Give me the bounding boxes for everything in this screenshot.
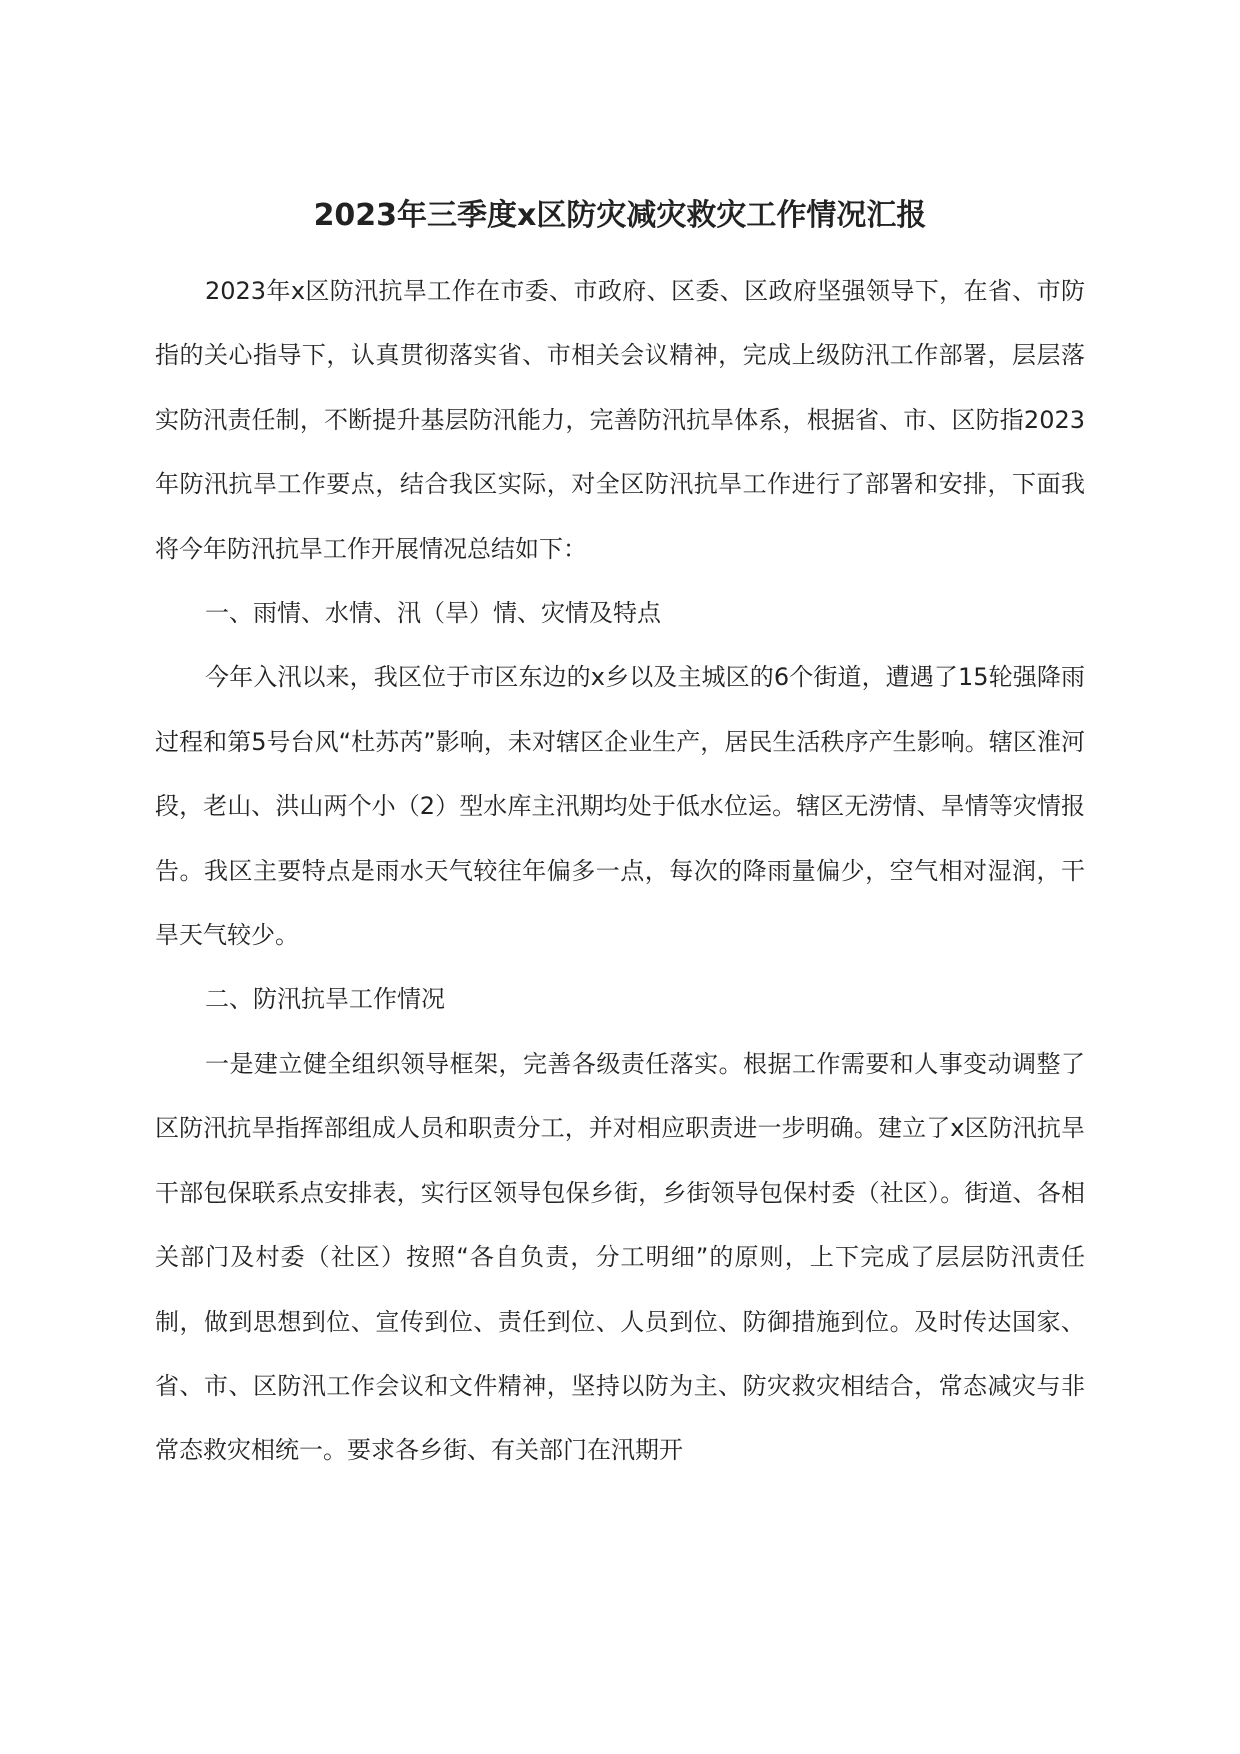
section-heading-2: 二、防汛抗旱工作情况 — [205, 985, 445, 1014]
paragraph-intro: 2023年x区防汛抗旱工作在市委、市政府、区委、区政府坚强领导下，在省、市防指的关心指导下，认真贯彻落实省、市相关会议精神，完成上级防汛工作部署，层层落实防汛责任制，不断提升基层防汛能力，完善防汛抗旱体系，根据省、市、区防指2023年防汛抗旱工作要点，结合我区实际，对全区防汛抗旱工作进行了部署和安排，下面我将今年防汛抗旱工作开展情况总结如下： — [155, 277, 1085, 563]
section-heading-1: 一、雨情、水情、汛（旱）情、灾情及特点 — [205, 599, 661, 628]
paragraph-section-2: 一是建立健全组织领导框架，完善各级责任落实。根据工作需要和人事变动调整了区防汛抗旱指挥部组成人员和职责分工，并对相应职责进一步明确。建立了x区防汛抗旱干部包保联系点安排表，实行区领导包保乡街，乡街领导包保村委（社区）。街道、各相关部门及村委（社区）按照“各自负责，分工明细”的原则，上下完成了层层防汛责任制，做到思想到位、宣传到位、责任到位、人员到位、防御措施到位。及时传达国家、省、市、区防汛工作会议和文件精神，坚持以防为主、防灾救灾相结合，常态减灾与非常态救灾相统一。要求各乡街、有关部门在汛期开 — [155, 1049, 1085, 1465]
document-body — [155, 259, 1085, 1483]
paragraph-section-1: 今年入汛以来，我区位于市区东边的x乡以及主城区的6个街道，遭遇了15轮强降雨过程和第5号台风“杜苏芮”影响，未对辖区企业生产，居民生活秩序产生影响。辖区淮河段，老山、洪山两个小（2）型水库主汛期均处于低水位运。辖区无涝情、旱情等灾情报告。我区主要特点是雨水天气较往年偏多一点，每次的降雨量偏少，空气相对湿润，干旱天气较少。 — [155, 663, 1085, 950]
document-title: 2023年三季度x区防灾减灾救灾工作情况汇报 — [313, 198, 927, 233]
